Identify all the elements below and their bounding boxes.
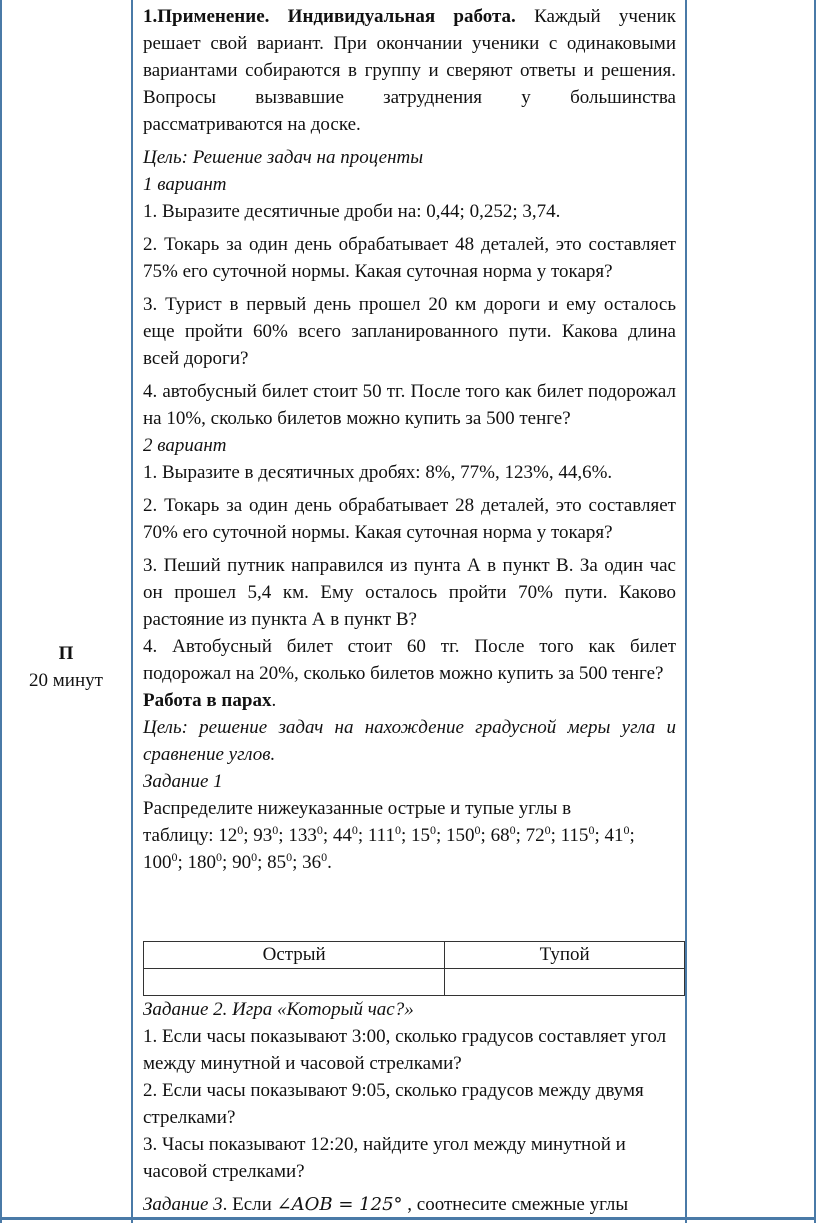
- task2-item-3: 3. Часы показывают 12:20, найдите угол между минутной и часовой стрелками?: [143, 1134, 626, 1182]
- variant1-task-3: 3. Турист в первый день прошел 20 км дороги и ему осталось еще пройти 60% всего запланированного пути. Какова длина всей дороги?: [143, 294, 676, 369]
- degree-mark: 0: [509, 823, 516, 837]
- angle-value: 44: [332, 825, 352, 846]
- table-header-row: [144, 942, 685, 969]
- angle-value: 93: [253, 825, 273, 846]
- task2-title: Задание 2. Игра «Который час?»: [143, 999, 414, 1020]
- angle-value: 12: [218, 825, 238, 846]
- angle-value: 115: [560, 825, 589, 846]
- section-goal: Цель: Решение задач на проценты: [143, 147, 424, 168]
- angle-classification-table: [143, 941, 685, 996]
- degree-mark: 0: [588, 823, 595, 837]
- degree-mark: 0: [171, 850, 178, 864]
- angle-value: 72: [525, 825, 545, 846]
- task3-line: [143, 1191, 676, 1218]
- main-content-continued: [143, 996, 676, 1218]
- angle-value: 150: [446, 825, 475, 846]
- degree-mark: 0: [544, 823, 551, 837]
- task3-rest: , соотнесите смежные углы: [402, 1194, 629, 1215]
- task3-formula: ∠AOB = 125°: [276, 1194, 403, 1215]
- header-acute: Острый: [144, 942, 445, 969]
- table-border-col2: [685, 0, 687, 1223]
- stage-cell: [0, 640, 132, 694]
- section-intro: [143, 3, 676, 138]
- stage-label: П: [58, 643, 74, 664]
- table-border-col1: [131, 0, 133, 1223]
- degree-mark: 0: [237, 823, 244, 837]
- variant2-task-3: 3. Пеший путник направился из пунта А в пункт В. За один час он прошел 5,4 км. Ему осталось пройти 70% пути. Каково растояние из пункта А в пункт В?: [143, 555, 676, 630]
- pairs-heading: Работа в парах: [143, 690, 272, 711]
- cell-obtuse[interactable]: [445, 969, 685, 996]
- degree-mark: 0: [216, 850, 223, 864]
- angle-value: 90: [232, 852, 252, 873]
- task1-line1: Распределите нижеуказанные острые и тупые углы в: [143, 798, 572, 819]
- angle-value: 100: [143, 852, 172, 873]
- degree-mark: 0: [623, 823, 630, 837]
- degree-mark: 0: [321, 850, 328, 864]
- task3-dot: . Если: [222, 1194, 277, 1215]
- task1-prefix: таблицу:: [143, 825, 219, 846]
- pairs-heading-dot: .: [271, 690, 277, 711]
- header-obtuse: Тупой: [445, 942, 685, 969]
- pairs-goal: Цель: решение задач на нахождение градусной меры угла и сравнение углов.: [143, 717, 676, 765]
- degree-mark: 0: [272, 823, 279, 837]
- section-heading: 1.Применение. Индивидуальная работа.: [143, 6, 516, 27]
- task1-angles: таблицу: $12^0$; $93^0$; $133^0$; $44^0$; $111^0$; $15^0$; $150^0$; $68^0$; $72^0$; $115^0$; $41^0$; $100^0$; $180^0$; $90^0$; $85^0$; $36^0$.: [143, 823, 635, 873]
- angle-value: 68: [490, 825, 510, 846]
- section-description: Каждый ученик решает свой вариант. При окончании ученики с одинаковыми вариантами собираются в группу и сверяют ответы и решения. Вопросы вызвавшие затруднения у большинства рассматриваются на доске.: [143, 6, 676, 135]
- degree-mark: 0: [394, 823, 401, 837]
- variant2-task-2: 2. Токарь за один день обрабатывает 28 деталей, это составляет 70% его суточной нормы. Какая суточная норма у токаря?: [143, 495, 676, 543]
- task1-title: Задание 1: [143, 771, 223, 792]
- angle-value: 133: [288, 825, 317, 846]
- angle-value: 41: [604, 825, 624, 846]
- variant1-task-4: 4. автобусный билет стоит 50 тг. После того как билет подорожал на 10%, сколько билетов можно купить за 500 тенге?: [143, 381, 676, 429]
- angle-value: 85: [267, 852, 287, 873]
- degree-mark: 0: [251, 850, 258, 864]
- degree-mark: 0: [286, 850, 293, 864]
- task3-title: Задание 3: [143, 1194, 223, 1215]
- variant2-task-4: 4. Автобусный билет стоит 60 тг. После того как билет подорожал на 20%, сколько билетов можно купить за 500 тенге?: [143, 636, 676, 684]
- variant2-task-1: 1. Выразите в десятичных дробях: 8%, 77%, 123%, 44,6%.: [143, 462, 613, 483]
- angle-value: 180: [187, 852, 217, 873]
- variant1-task-1: 1. Выразите десятичные дроби на: 0,44; 0,252; 3,74.: [143, 201, 561, 222]
- table-empty-row: [144, 969, 685, 996]
- task2-item-2: 2. Если часы показывают 9:05, сколько градусов между двумя стрелками?: [143, 1080, 644, 1128]
- degree-mark: 0: [316, 823, 323, 837]
- table-border-left: [0, 0, 2, 1223]
- main-content: [143, 3, 676, 876]
- angle-value: 36: [302, 852, 322, 873]
- cell-acute[interactable]: [144, 969, 445, 996]
- variant2-title: 2 вариант: [143, 435, 227, 456]
- angle-value: 15: [411, 825, 431, 846]
- variant1-task-2: 2. Токарь за один день обрабатывает 48 деталей, это составляет 75% его суточной нормы. Какая суточная норма у токаря?: [143, 234, 676, 282]
- stage-duration: 20 минут: [29, 670, 103, 691]
- variant1-title: 1 вариант: [143, 174, 227, 195]
- pairs-heading-line: [143, 687, 676, 714]
- task2-item-1: 1. Если часы показывают 3:00, сколько градусов составляет угол между минутной и часовой стрелками?: [143, 1026, 667, 1074]
- degree-mark: 0: [430, 823, 437, 837]
- angle-value: 111: [367, 825, 395, 846]
- degree-mark: 0: [474, 823, 481, 837]
- degree-mark: 0: [351, 823, 358, 837]
